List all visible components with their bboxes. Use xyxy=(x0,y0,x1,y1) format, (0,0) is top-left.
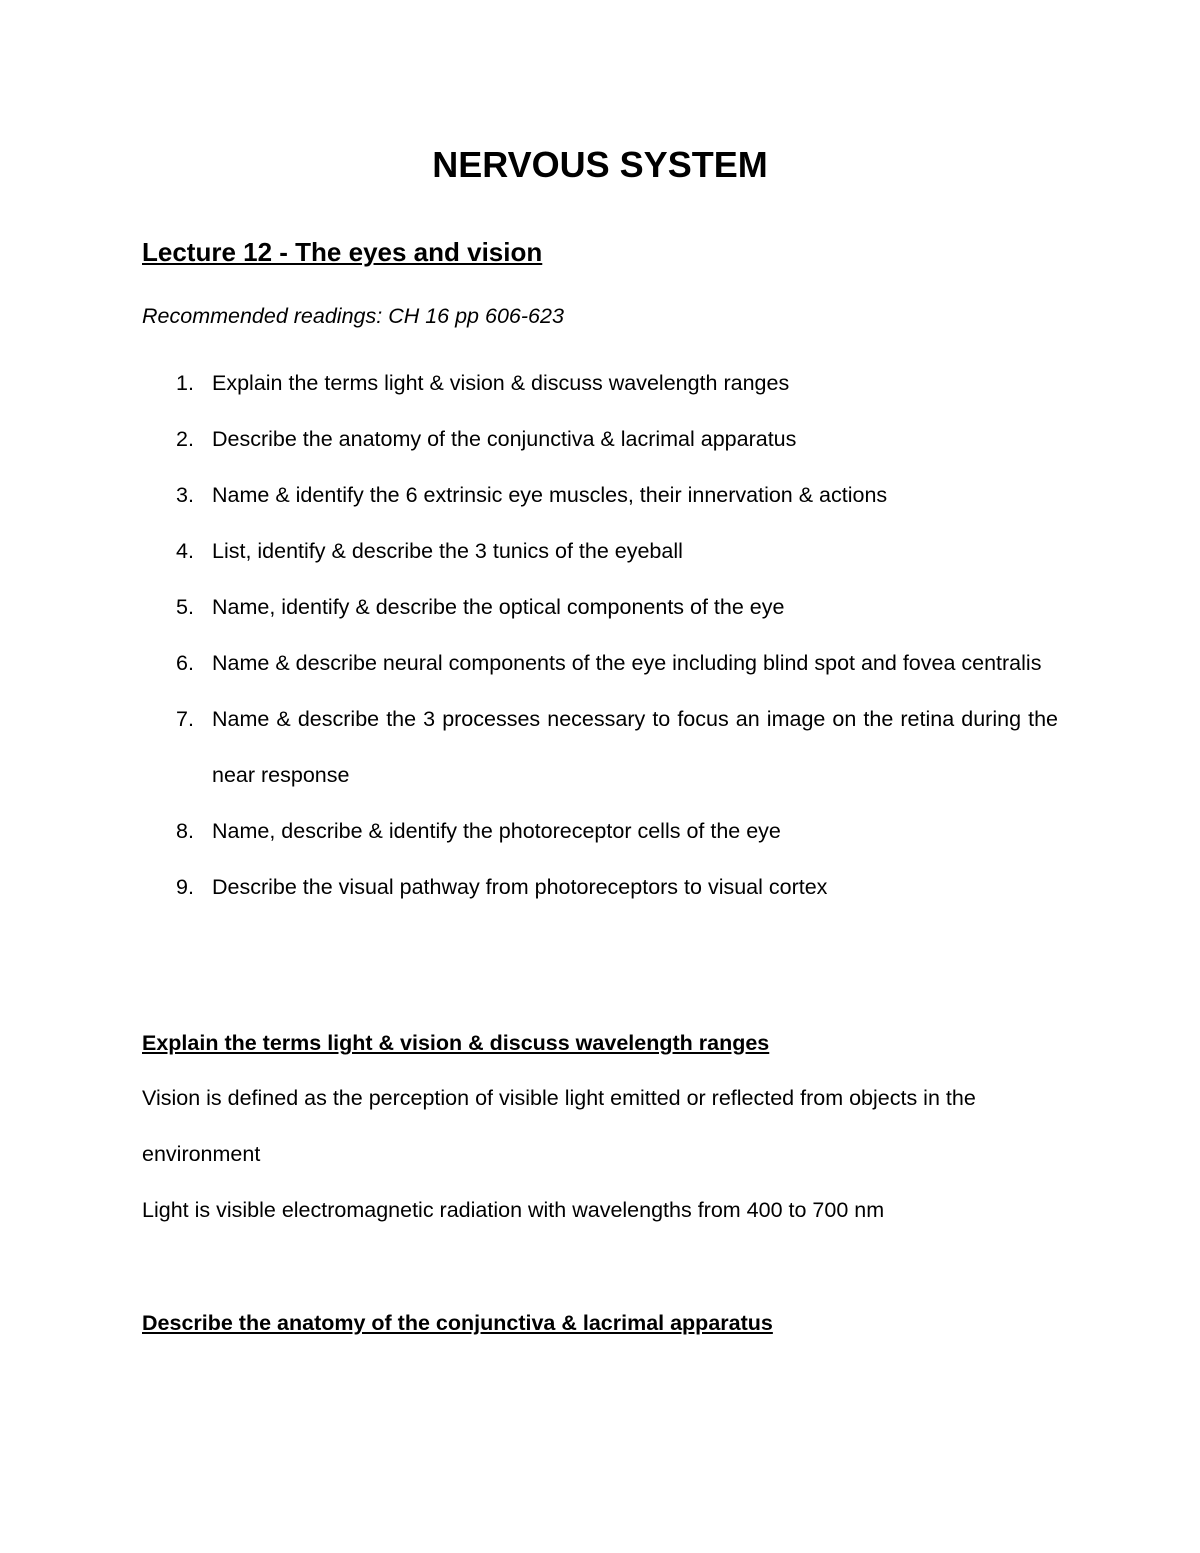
list-item xyxy=(142,635,1058,691)
paragraph: Light is visible electromagnetic radiation with wavelengths from 400 to 700 nm xyxy=(142,1198,885,1222)
document-title: NERVOUS SYSTEM xyxy=(432,144,768,185)
list-item-text: Name, describe & identify the photoreceptor cells of the eye xyxy=(212,819,781,843)
section-light-vision xyxy=(142,1029,1058,1238)
list-item xyxy=(142,411,1058,467)
list-item xyxy=(142,523,1058,579)
list-item-text: Name, identify & describe the optical components of the eye xyxy=(212,595,785,619)
list-item-text: List, identify & describe the 3 tunics of the eyeball xyxy=(212,539,683,563)
list-item xyxy=(142,803,1058,859)
list-item xyxy=(142,355,1058,411)
learning-objectives-list xyxy=(142,355,1058,915)
list-item xyxy=(142,467,1058,523)
list-item-text: Name & describe neural components of the eye including blind spot and fovea centralis xyxy=(212,651,1042,675)
list-item-number: 9. xyxy=(176,875,194,899)
list-item-number: 7. xyxy=(176,707,194,731)
list-item-text: Explain the terms light & vision & discuss wavelength ranges xyxy=(212,371,790,395)
list-item-number: 8. xyxy=(176,819,194,843)
section-heading: Describe the anatomy of the conjunctiva & lacrimal apparatus xyxy=(142,1311,773,1335)
list-item-text: Name & identify the 6 extrinsic eye muscles, their innervation & actions xyxy=(212,483,888,507)
paragraph: Vision is defined as the perception of visible light emitted or reflected from objects in the environment xyxy=(142,1086,976,1166)
section-conjunctiva-lacrimal xyxy=(142,1309,1058,1337)
list-item-number: 3. xyxy=(176,483,194,507)
list-item-number: 2. xyxy=(176,427,194,451)
list-item-number: 6. xyxy=(176,651,194,675)
section-body xyxy=(142,1070,1058,1238)
list-item xyxy=(142,859,1058,915)
lecture-heading: Lecture 12 - The eyes and vision xyxy=(142,237,543,267)
list-item-text: Describe the anatomy of the conjunctiva & lacrimal apparatus xyxy=(212,427,797,451)
list-item-text: Describe the visual pathway from photoreceptors to visual cortex xyxy=(212,875,828,899)
list-item xyxy=(142,691,1058,803)
section-heading: Explain the terms light & vision & discuss wavelength ranges xyxy=(142,1031,770,1055)
list-item-number: 5. xyxy=(176,595,194,619)
list-item-number: 1. xyxy=(176,371,194,395)
list-item-text: Name & describe the 3 processes necessary to focus an image on the retina during the near response xyxy=(212,707,1058,787)
list-item-number: 4. xyxy=(176,539,194,563)
recommended-readings: Recommended readings: CH 16 pp 606-623 xyxy=(142,304,564,328)
list-item xyxy=(142,579,1058,635)
